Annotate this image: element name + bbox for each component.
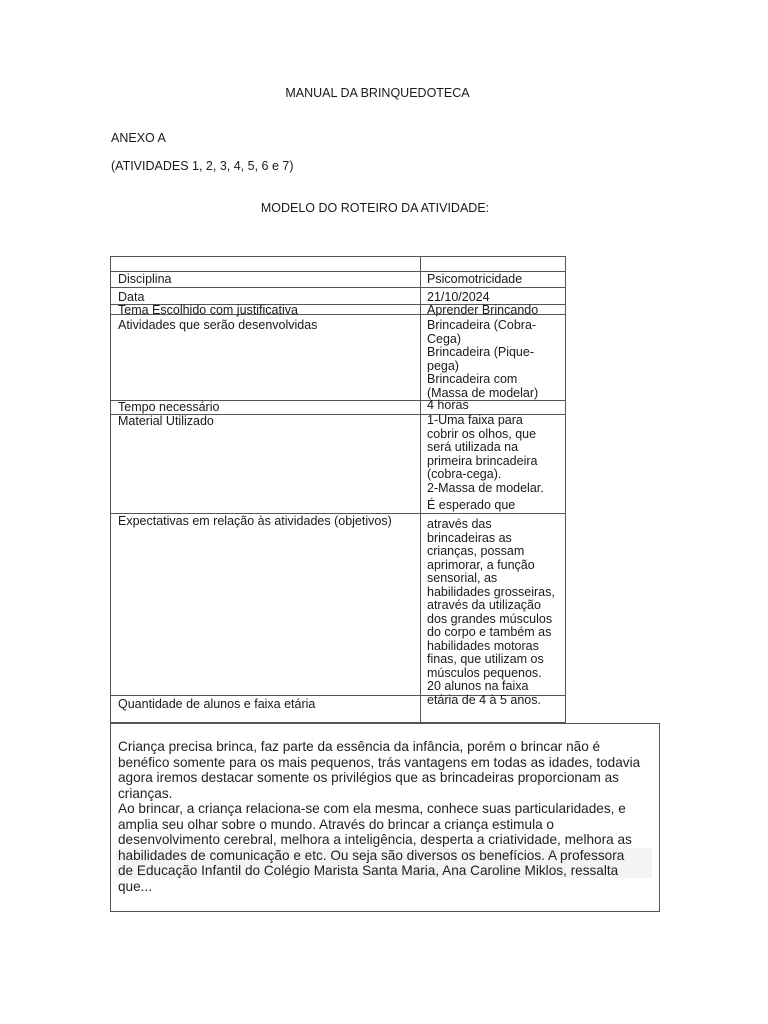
activities-label: (ATIVIDADES 1, 2, 3, 4, 5, 6 e 7) xyxy=(111,159,294,173)
value-line: habilidades grosseiras, xyxy=(427,584,555,599)
paragraph-line: que... xyxy=(118,878,153,894)
row-label-quantidade: Quantidade de alunos e faixa etária xyxy=(118,697,316,711)
value-line: Cega) xyxy=(427,331,462,346)
paragraph-line: agora iremos destacar somente os privilégios que as brincadeiras proporcionam as xyxy=(118,770,619,785)
value-line: (Massa de modelar) xyxy=(427,385,539,400)
value-line: Brincadeira (Pique- xyxy=(427,345,534,359)
value-line: através da utilização xyxy=(427,598,541,612)
row-value-disciplina xyxy=(427,273,562,287)
row-value-tema xyxy=(427,304,562,318)
value-line: 21/10/2024 xyxy=(427,290,490,304)
row-label-data: Data xyxy=(118,290,145,304)
value-line: através das xyxy=(427,517,492,531)
value-line: primeira brincadeira xyxy=(427,453,538,468)
column-divider xyxy=(420,257,421,722)
row-value-atividades xyxy=(427,319,562,400)
row-label-disciplina: Disciplina xyxy=(118,272,172,286)
value-line: finas, que utilizam os xyxy=(427,652,544,666)
value-line: habilidades motoras xyxy=(427,638,539,653)
row-value-material xyxy=(427,414,562,513)
row-label-expectativas: Expectativas em relação às atividades (objetivos) xyxy=(118,514,392,528)
value-line: dos grandes músculos xyxy=(427,611,553,626)
paragraph-line: Criança precisa brinca, faz parte da essência da infância, porém o brincar não é xyxy=(118,739,601,754)
row-label-material: Material Utilizado xyxy=(118,414,214,428)
value-line: cobrir os olhos, que xyxy=(427,426,537,441)
model-heading: MODELO DO ROTEIRO DA ATIVIDADE: xyxy=(260,201,490,215)
paragraph-text xyxy=(118,739,658,894)
value-line: Psicomotricidade xyxy=(427,272,523,286)
paragraph-line: Ao brincar, a criança relaciona-se com ela mesma, conhece suas particularidades, e xyxy=(118,801,626,816)
value-line: É esperado que xyxy=(427,498,516,512)
row-label-tempo: Tempo necessário xyxy=(118,400,220,414)
value-line: 1-Uma faixa para xyxy=(427,413,523,427)
paragraph-line: desenvolvimento cerebral, melhora a inteligência, desperta a criatividade, melhora as xyxy=(118,832,632,847)
value-line: (cobra-cega). xyxy=(427,467,502,481)
paragraph-line: habilidades de comunicação e etc. Ou seja são diversos os benefícios. A professora xyxy=(118,847,625,863)
value-line: 4 horas xyxy=(427,398,469,412)
value-line: brincadeiras as xyxy=(427,530,512,545)
row-value-expectativas xyxy=(427,518,562,707)
paragraph-line: crianças. xyxy=(118,785,173,801)
document-title: MANUAL DA BRINQUEDOTECA xyxy=(285,86,470,100)
paragraph-box xyxy=(110,723,660,912)
value-line: músculos pequenos. xyxy=(427,665,542,680)
paragraph-line: amplia seu olhar sobre o mundo. Através do brincar a criança estimula o xyxy=(118,816,554,832)
row-label-atividades: Atividades que serão desenvolvidas xyxy=(118,318,318,332)
value-line: aprimorar, a função xyxy=(427,557,535,572)
value-line: 20 alunos na faixa xyxy=(427,679,529,693)
value-line: crianças, possam xyxy=(427,544,525,558)
row-divider xyxy=(111,287,565,288)
value-line: do corpo e também as xyxy=(427,625,552,639)
paragraph-line: de Educação Infantil do Colégio Marista Santa Maria, Ana Caroline Miklos, ressalta xyxy=(118,863,619,878)
annex-label: ANEXO A xyxy=(111,131,166,145)
row-label-tema: Tema Escolhido com justificativa xyxy=(118,303,298,317)
paragraph-line: benéfico somente para os mais pequenos, trás vantagens em todas as idades, todavia xyxy=(118,754,641,770)
value-line: etária de 4 à 5 anos. xyxy=(427,692,541,707)
activity-table xyxy=(110,256,566,723)
value-line: sensorial, as xyxy=(427,571,498,585)
value-line: Aprender Brincando xyxy=(427,303,539,317)
value-line: será utilizada na xyxy=(427,440,519,454)
value-line: Brincadeira (Cobra- xyxy=(427,318,537,332)
row-value-tempo xyxy=(427,399,562,413)
value-line: Brincadeira com xyxy=(427,372,518,386)
value-line: pega) xyxy=(427,358,459,373)
value-line: 2-Massa de modelar. xyxy=(427,480,544,495)
